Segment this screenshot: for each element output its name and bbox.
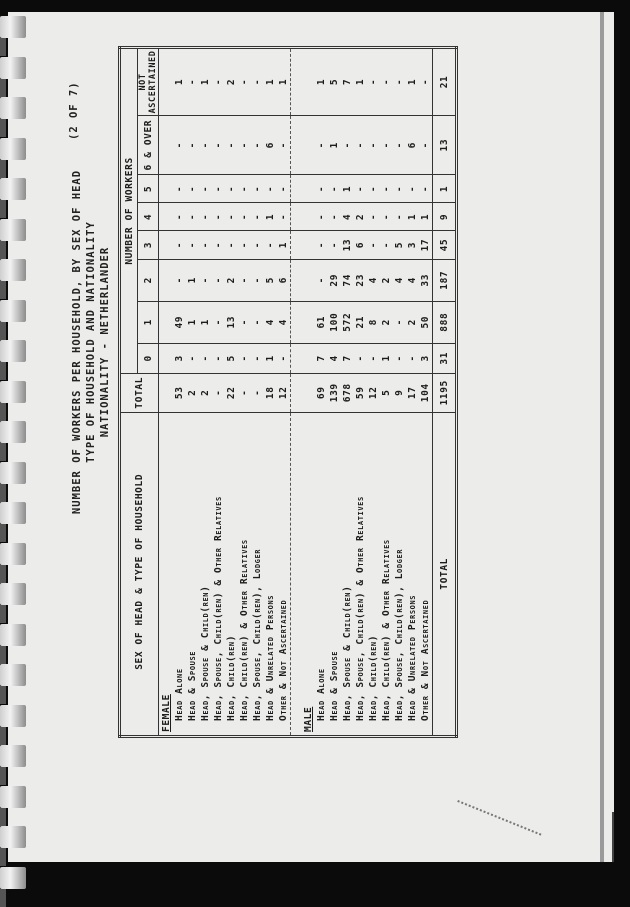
document-title	[70, 132, 112, 552]
cell-value: -	[393, 343, 406, 373]
total-row	[433, 48, 457, 737]
cell-value: 17	[406, 373, 419, 412]
cell-value: 13	[225, 301, 238, 343]
table-row	[264, 48, 277, 737]
cell-value: -	[199, 343, 212, 373]
cell-value: 5	[264, 259, 277, 301]
cell-value: -	[173, 231, 186, 259]
table-row	[367, 48, 380, 737]
cell-value: 139	[328, 373, 341, 412]
binding-hole	[0, 443, 6, 461]
binding-ring	[0, 300, 26, 322]
binding-ring	[0, 826, 26, 848]
cell-value: 1	[406, 203, 419, 231]
cell-value: 1	[406, 48, 419, 116]
cell-value: -	[419, 48, 433, 116]
cell-value: 572	[341, 301, 354, 343]
cell-value: -	[354, 343, 367, 373]
cell-value: -	[173, 203, 186, 231]
cell-value: 2	[186, 373, 199, 412]
cell-value: 61	[315, 301, 328, 343]
page-label: (2 OF 7)	[68, 81, 80, 140]
section-separator	[291, 48, 302, 737]
binding-hole	[0, 889, 6, 907]
cell-value: -	[328, 175, 341, 203]
cell-value: 12	[367, 373, 380, 412]
cell-value: 5	[393, 231, 406, 259]
cell-value: -	[393, 203, 406, 231]
section-header	[159, 48, 174, 737]
row-label: Head, Spouse, Child(ren) & Other Relatives	[354, 412, 367, 736]
row-label: Head & Unrelated Persons	[264, 412, 277, 736]
row-label: Head Alone	[315, 412, 328, 736]
cell-value: -	[419, 175, 433, 203]
cell-value: 1	[186, 301, 199, 343]
cell-value: 100	[328, 301, 341, 343]
binding-ring	[0, 543, 26, 565]
cell-value: 53	[173, 373, 186, 412]
cell-value: 4	[328, 343, 341, 373]
row-header: SEX OF HEAD & TYPE OF HOUSEHOLD	[120, 412, 159, 736]
cell-value: 3	[419, 343, 433, 373]
cell-value: 3	[406, 231, 419, 259]
binding-hole	[0, 646, 6, 664]
table-row	[238, 48, 251, 737]
cell-value: -	[328, 203, 341, 231]
cell-value: 7	[315, 343, 328, 373]
table-row	[251, 48, 264, 737]
cell-value: -	[419, 115, 433, 174]
cell-value: 5	[380, 373, 393, 412]
cell-value: 5	[225, 343, 238, 373]
cell-value: -	[186, 343, 199, 373]
workers-table	[118, 46, 458, 738]
cell-value: -	[212, 373, 225, 412]
cell-value: -	[238, 301, 251, 343]
binding-hole	[0, 727, 6, 745]
cell-value: 3	[173, 343, 186, 373]
total-value: 31	[433, 343, 457, 373]
col-6-over: 6 & OVER	[138, 115, 159, 174]
cell-value: 69	[315, 373, 328, 412]
binding-ring	[0, 421, 26, 443]
cell-value: -	[212, 231, 225, 259]
cell-value: 2	[225, 48, 238, 116]
col-0: 0	[138, 343, 159, 373]
cell-value: -	[238, 231, 251, 259]
cell-value: -	[186, 203, 199, 231]
binding-hole	[0, 524, 6, 542]
cell-value: -	[199, 175, 212, 203]
cell-value: -	[328, 231, 341, 259]
cell-value: -	[199, 259, 212, 301]
binding-hole	[0, 160, 6, 178]
cell-value: -	[238, 48, 251, 116]
table-row	[354, 48, 367, 737]
cell-value: -	[251, 175, 264, 203]
row-label: Other & Not Ascertained	[419, 412, 433, 736]
cell-value: -	[238, 259, 251, 301]
cell-value: 4	[341, 203, 354, 231]
cell-value: 6	[277, 259, 291, 301]
table-row	[186, 48, 199, 737]
cell-value: 21	[354, 301, 367, 343]
cell-value: 1	[264, 343, 277, 373]
section-label: FEMALE	[159, 412, 174, 736]
cell-value: 1	[199, 48, 212, 116]
cell-value: 1	[341, 175, 354, 203]
table-row	[393, 48, 406, 737]
cell-value: 1	[199, 301, 212, 343]
table-row	[341, 48, 354, 737]
row-label: Head, Spouse & Child(ren)	[199, 412, 212, 736]
cell-value: 6	[406, 115, 419, 174]
cell-value: 50	[419, 301, 433, 343]
cell-value: -	[367, 115, 380, 174]
row-label: Head & Spouse	[186, 412, 199, 736]
cell-value: 1	[354, 48, 367, 116]
cell-value: -	[367, 231, 380, 259]
binding-hole	[0, 767, 6, 785]
binding-ring	[0, 16, 26, 38]
total-value: 1195	[433, 373, 457, 412]
cell-value: 2	[406, 301, 419, 343]
cell-value: -	[367, 175, 380, 203]
section-header	[301, 48, 315, 737]
cell-value: 18	[264, 373, 277, 412]
table-row	[199, 48, 212, 737]
cell-value: -	[251, 48, 264, 116]
row-label: Head, Child(ren)	[367, 412, 380, 736]
cell-value: -	[186, 231, 199, 259]
row-label: Head, Child(ren) & Other Relatives	[380, 412, 393, 736]
col-1: 1	[138, 301, 159, 343]
cell-value: -	[251, 301, 264, 343]
rotated-content	[8, 12, 614, 862]
total-label: TOTAL	[433, 412, 457, 736]
binding-ring	[0, 57, 26, 79]
total-value: 45	[433, 231, 457, 259]
row-label: Head, Spouse, Child(ren), Lodger	[251, 412, 264, 736]
scanned-page	[8, 12, 614, 862]
cell-value: -	[380, 231, 393, 259]
row-label: Head & Unrelated Persons	[406, 412, 419, 736]
cell-value: -	[264, 175, 277, 203]
col-2: 2	[138, 259, 159, 301]
binding-ring	[0, 786, 26, 808]
cell-value: -	[225, 203, 238, 231]
cell-value: 7	[341, 48, 354, 116]
cell-value: 5	[328, 48, 341, 116]
binding-ring	[0, 381, 26, 403]
title-line-2: TYPE OF HOUSEHOLD AND NATIONALITY	[85, 221, 97, 463]
cell-value: -	[238, 203, 251, 231]
cell-value: 23	[354, 259, 367, 301]
cell-value: 2	[354, 203, 367, 231]
cell-value: -	[186, 115, 199, 174]
row-label: Head, Child(ren) & Other Relatives	[238, 412, 251, 736]
cell-value: -	[199, 231, 212, 259]
title-line-1: NUMBER OF WORKERS PER HOUSEHOLD, BY SEX OF HEAD	[71, 169, 83, 515]
binding-hole	[0, 119, 6, 137]
cell-value: 1	[315, 48, 328, 116]
binding-hole	[0, 79, 6, 97]
cell-value: 12	[277, 373, 291, 412]
cell-value: -	[186, 48, 199, 116]
binding-hole	[0, 322, 6, 340]
cell-value: 6	[354, 231, 367, 259]
row-label: Head, Spouse, Child(ren), Lodger	[393, 412, 406, 736]
cell-value: -	[173, 259, 186, 301]
cell-value: -	[380, 115, 393, 174]
binding-hole	[0, 848, 6, 866]
total-value: 1	[433, 175, 457, 203]
table-row	[277, 48, 291, 737]
binding-hole	[0, 484, 6, 502]
row-label: Head, Child(ren)	[225, 412, 238, 736]
col-4: 4	[138, 203, 159, 231]
cell-value: 33	[419, 259, 433, 301]
cell-value: -	[380, 203, 393, 231]
binding-hole	[0, 38, 6, 56]
cell-value: 1	[173, 48, 186, 116]
cell-value: -	[380, 48, 393, 116]
binding-ring	[0, 745, 26, 767]
cell-value: 22	[225, 373, 238, 412]
cell-value: 1	[328, 115, 341, 174]
cell-value: 4	[367, 259, 380, 301]
table-row	[173, 48, 186, 737]
cell-value: 1	[277, 231, 291, 259]
cell-value: 9	[393, 373, 406, 412]
cell-value: -	[212, 175, 225, 203]
col-not-ascertained: NOT ASCERTAINED	[138, 48, 159, 116]
cell-value: 1	[264, 203, 277, 231]
row-label: Head, Spouse, Child(ren) & Other Relatives	[212, 412, 225, 736]
binding-ring	[0, 462, 26, 484]
binding-ring	[0, 138, 26, 160]
cell-value: -	[251, 259, 264, 301]
cell-value: 1	[380, 343, 393, 373]
section-label: MALE	[301, 412, 315, 736]
cell-value: -	[199, 115, 212, 174]
binding-hole	[0, 362, 6, 380]
cell-value: -	[173, 115, 186, 174]
cell-value: -	[341, 115, 354, 174]
cell-value: -	[354, 175, 367, 203]
binding-hole	[0, 605, 6, 623]
binding-ring	[0, 178, 26, 200]
table-row	[212, 48, 225, 737]
binding-ring	[0, 583, 26, 605]
cell-value: -	[225, 175, 238, 203]
cell-value: -	[225, 115, 238, 174]
cell-value: -	[212, 301, 225, 343]
cell-value: 17	[419, 231, 433, 259]
binding-ring	[0, 705, 26, 727]
cell-value: -	[277, 343, 291, 373]
row-label: Other & Not Ascertained	[277, 412, 291, 736]
cell-value: 59	[354, 373, 367, 412]
total-value: 9	[433, 203, 457, 231]
cell-value: -	[251, 343, 264, 373]
cell-value: -	[238, 373, 251, 412]
cell-value: 1	[277, 48, 291, 116]
cell-value: -	[315, 231, 328, 259]
cell-value: -	[251, 231, 264, 259]
cell-value: 8	[367, 301, 380, 343]
col-3: 3	[138, 231, 159, 259]
table-row	[315, 48, 328, 737]
cell-value: -	[251, 115, 264, 174]
cell-value: -	[212, 343, 225, 373]
binding-hole	[0, 241, 6, 259]
binding-ring	[0, 664, 26, 686]
table-row	[380, 48, 393, 737]
cell-value: -	[406, 175, 419, 203]
table-row	[328, 48, 341, 737]
group-header: NUMBER OF WORKERS	[120, 48, 138, 374]
col-total: TOTAL	[120, 373, 159, 412]
cell-value: 104	[419, 373, 433, 412]
cell-value: -	[354, 115, 367, 174]
table-row	[225, 48, 238, 737]
cell-value: -	[393, 175, 406, 203]
cell-value: -	[393, 48, 406, 116]
table-row	[406, 48, 419, 737]
cell-value: -	[173, 175, 186, 203]
cell-value: 49	[173, 301, 186, 343]
col-5: 5	[138, 175, 159, 203]
cell-value: 2	[225, 259, 238, 301]
cell-value: 2	[380, 259, 393, 301]
binding-hole	[0, 686, 6, 704]
cell-value: -	[212, 115, 225, 174]
cell-value: 4	[406, 259, 419, 301]
cell-value: 1	[419, 203, 433, 231]
cell-value: -	[315, 115, 328, 174]
cell-value: 678	[341, 373, 354, 412]
cell-value: 6	[264, 115, 277, 174]
cell-value: -	[315, 203, 328, 231]
binding-hole	[0, 403, 6, 421]
total-value: 888	[433, 301, 457, 343]
table-row	[419, 48, 433, 737]
cell-value: -	[212, 48, 225, 116]
cell-value: -	[251, 203, 264, 231]
cell-value: 1	[264, 48, 277, 116]
binding-hole	[0, 200, 6, 218]
binding-ring	[0, 867, 26, 889]
cell-value: 29	[328, 259, 341, 301]
binding-ring	[0, 219, 26, 241]
binding-ring	[0, 502, 26, 524]
binding-ring	[0, 340, 26, 362]
cell-value: -	[367, 203, 380, 231]
cell-value: 2	[380, 301, 393, 343]
total-value: 187	[433, 259, 457, 301]
cell-value: -	[277, 203, 291, 231]
binding-hole	[0, 808, 6, 826]
cell-value: -	[199, 203, 212, 231]
cell-value: 74	[341, 259, 354, 301]
cell-value: -	[367, 343, 380, 373]
cell-value: -	[315, 175, 328, 203]
cell-value: -	[315, 259, 328, 301]
cell-value: -	[186, 175, 199, 203]
cell-value: -	[238, 115, 251, 174]
title-line-3: NATIONALITY - NETHERLANDER	[99, 246, 111, 438]
row-label: Head, Spouse & Child(ren)	[341, 412, 354, 736]
cell-value: -	[212, 203, 225, 231]
cell-value: -	[393, 301, 406, 343]
cell-value: 4	[393, 259, 406, 301]
cell-value: -	[406, 343, 419, 373]
cell-value: -	[225, 231, 238, 259]
total-value: 21	[433, 48, 457, 116]
cell-value: 2	[199, 373, 212, 412]
cell-value: -	[238, 175, 251, 203]
binding-ring	[0, 624, 26, 646]
binding-ring	[0, 259, 26, 281]
cell-value: 1	[186, 259, 199, 301]
cell-value: -	[238, 343, 251, 373]
cell-value: -	[251, 373, 264, 412]
cell-value: -	[212, 259, 225, 301]
cell-value: -	[277, 175, 291, 203]
binding-hole	[0, 565, 6, 583]
cell-value: -	[393, 115, 406, 174]
cell-value: 4	[264, 301, 277, 343]
cell-value: 7	[341, 343, 354, 373]
table-body	[159, 48, 457, 737]
cell-value: -	[380, 175, 393, 203]
row-label: Head & Spouse	[328, 412, 341, 736]
cell-value: -	[277, 115, 291, 174]
total-value: 13	[433, 115, 457, 174]
cell-value: 13	[341, 231, 354, 259]
cell-value: -	[367, 48, 380, 116]
binding-hole	[0, 281, 6, 299]
cell-value: -	[264, 231, 277, 259]
cell-value: 4	[277, 301, 291, 343]
binding-ring	[0, 97, 26, 119]
row-label: Head Alone	[173, 412, 186, 736]
